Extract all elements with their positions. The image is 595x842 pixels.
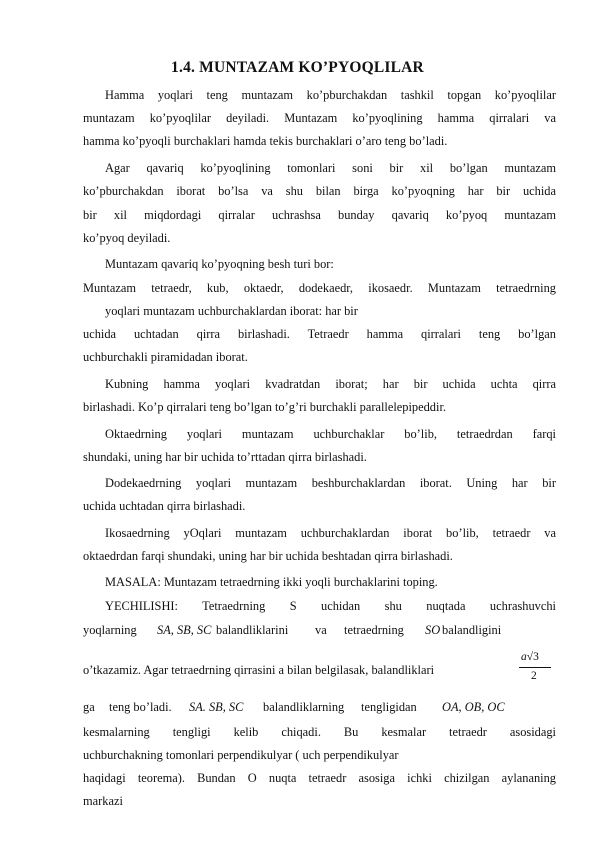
math-sa-sb-sc: SA, SB, SC [157, 623, 212, 637]
paragraph-line: Agar qavariq ko’pyoqlining tomonlari soni bir xil bo’lgan muntazam [105, 161, 556, 175]
sqrt-symbol: √ [526, 651, 534, 663]
text-fragment: ga [83, 700, 95, 714]
text-fragment: va [315, 623, 327, 637]
paragraph-line: yoqlari muntazam uchburchaklardan iborat: har bir [105, 304, 358, 318]
paragraph-line: uchburchakning tomonlari perpendikulyar ( uch perpendikulyar [83, 748, 399, 762]
section-title: 1.4. MUNTAZAM KO’PYOQLILAR [171, 59, 424, 76]
paragraph-line: Muntazam qavariq ko’pyoqning besh turi bor: [105, 257, 334, 271]
fraction-denominator: 2 [531, 670, 537, 682]
paragraph-line: Kubning hamma yoqlari kvadratdan iborat; har bir uchida uchta qirra [105, 377, 556, 391]
paragraph-line: ko’pburchakdan iborat bo’lsa va shu bilan birga ko’pyoqning har bir uchida [83, 184, 556, 198]
text-fragment: balandligini [442, 623, 502, 637]
text-fragment: yoqlarning [83, 623, 137, 637]
math-so: SO [425, 623, 441, 637]
math-sa-sb-sc-2: SA. SB, SC [189, 700, 244, 714]
text-fragment: teng bo’ladi. [109, 700, 172, 714]
paragraph-line: Hamma yoqlari teng muntazam ko’pburchakdan tashkil topgan ko’pyoqlilar [105, 88, 556, 102]
paragraph-line: haqidagi teorema). Bundan O nuqta tetraedr asosiga ichki chizilgan aylananing [83, 771, 556, 785]
paragraph-line: Ikosaedrning yOqlari muntazam uchburchaklardan iborat bo’lib, tetraedr va [105, 526, 556, 540]
text-fragment: balandliklarning [263, 700, 345, 714]
text-fragment: tengligidan [361, 700, 417, 714]
paragraph-line: MASALA: Muntazam tetraedrning ikki yoqli burchaklarini toping. [105, 575, 438, 589]
paragraph-line: shundaki, uning har bir uchida to’rttadan qirra birlashadi. [83, 450, 367, 464]
paragraph-line: uchburchakli piramidadan iborat. [83, 350, 248, 364]
numerator-radicand: 3 [533, 651, 539, 663]
paragraph-line: uchida uchtadan qirra birlashadi. Tetraedr hamma qirralari teng bo’lgan [83, 327, 556, 341]
fraction-bar [519, 667, 551, 668]
paragraph-line: ko’pyoq deyiladi. [83, 231, 171, 245]
text-fragment: balandliklarini [216, 623, 289, 637]
paragraph-line: bir xil miqdordagi qirralar uchrashsa bunday qavariq ko’pyoq muntazam [83, 208, 556, 222]
paragraph-line: markazi [83, 794, 123, 808]
numerator-a: a [521, 651, 527, 663]
fraction-numerator [521, 651, 539, 663]
paragraph-line: hamma ko’pyoqli burchaklari hamda tekis burchaklari o’aro teng bo’ladi. [83, 134, 448, 148]
paragraph-line: kesmalarning tengligi kelib chiqadi. Bu kesmalar tetraedr asosidagi [83, 725, 556, 739]
paragraph-line: Dodekaedrning yoqlari muntazam beshburchaklardan iborat. Uning har bir [105, 476, 556, 490]
paragraph-line: birlashadi. Ko’p qirralari teng bo’lgan to’g’ri burchakli parallelepipeddir. [83, 400, 446, 414]
paragraph-line: oktaedrdan farqi shundaki, uning har bir uchida beshtadan qirra birlashadi. [83, 549, 453, 563]
math-oa-ob-oc: OA, OB, OC [442, 700, 505, 714]
paragraph-line: Muntazam tetraedr, kub, oktaedr, dodekaedr, ikosaedr. Muntazam tetraedrning [83, 281, 556, 295]
text-fragment: tetraedrning [344, 623, 404, 637]
paragraph-line: o’tkazamiz. Agar tetraedrning qirrasini a bilan belgilasak, balandliklari [83, 663, 435, 677]
paragraph-line: Oktaedrning yoqlari muntazam uchburchaklar bo’lib, tetraedrdan farqi [105, 427, 556, 441]
fraction-a-root3-over-2 [517, 651, 553, 685]
paragraph-line: YECHILISHI: Tetraedrning S uchidan shu nuqtada uchrashuvchi [105, 599, 556, 613]
paragraph-line: muntazam ko’pyoqlilar deyiladi. Muntazam ko’pyoqlining hamma qirralari va [83, 111, 556, 125]
paragraph-line: uchida uchtadan qirra birlashadi. [83, 499, 246, 513]
